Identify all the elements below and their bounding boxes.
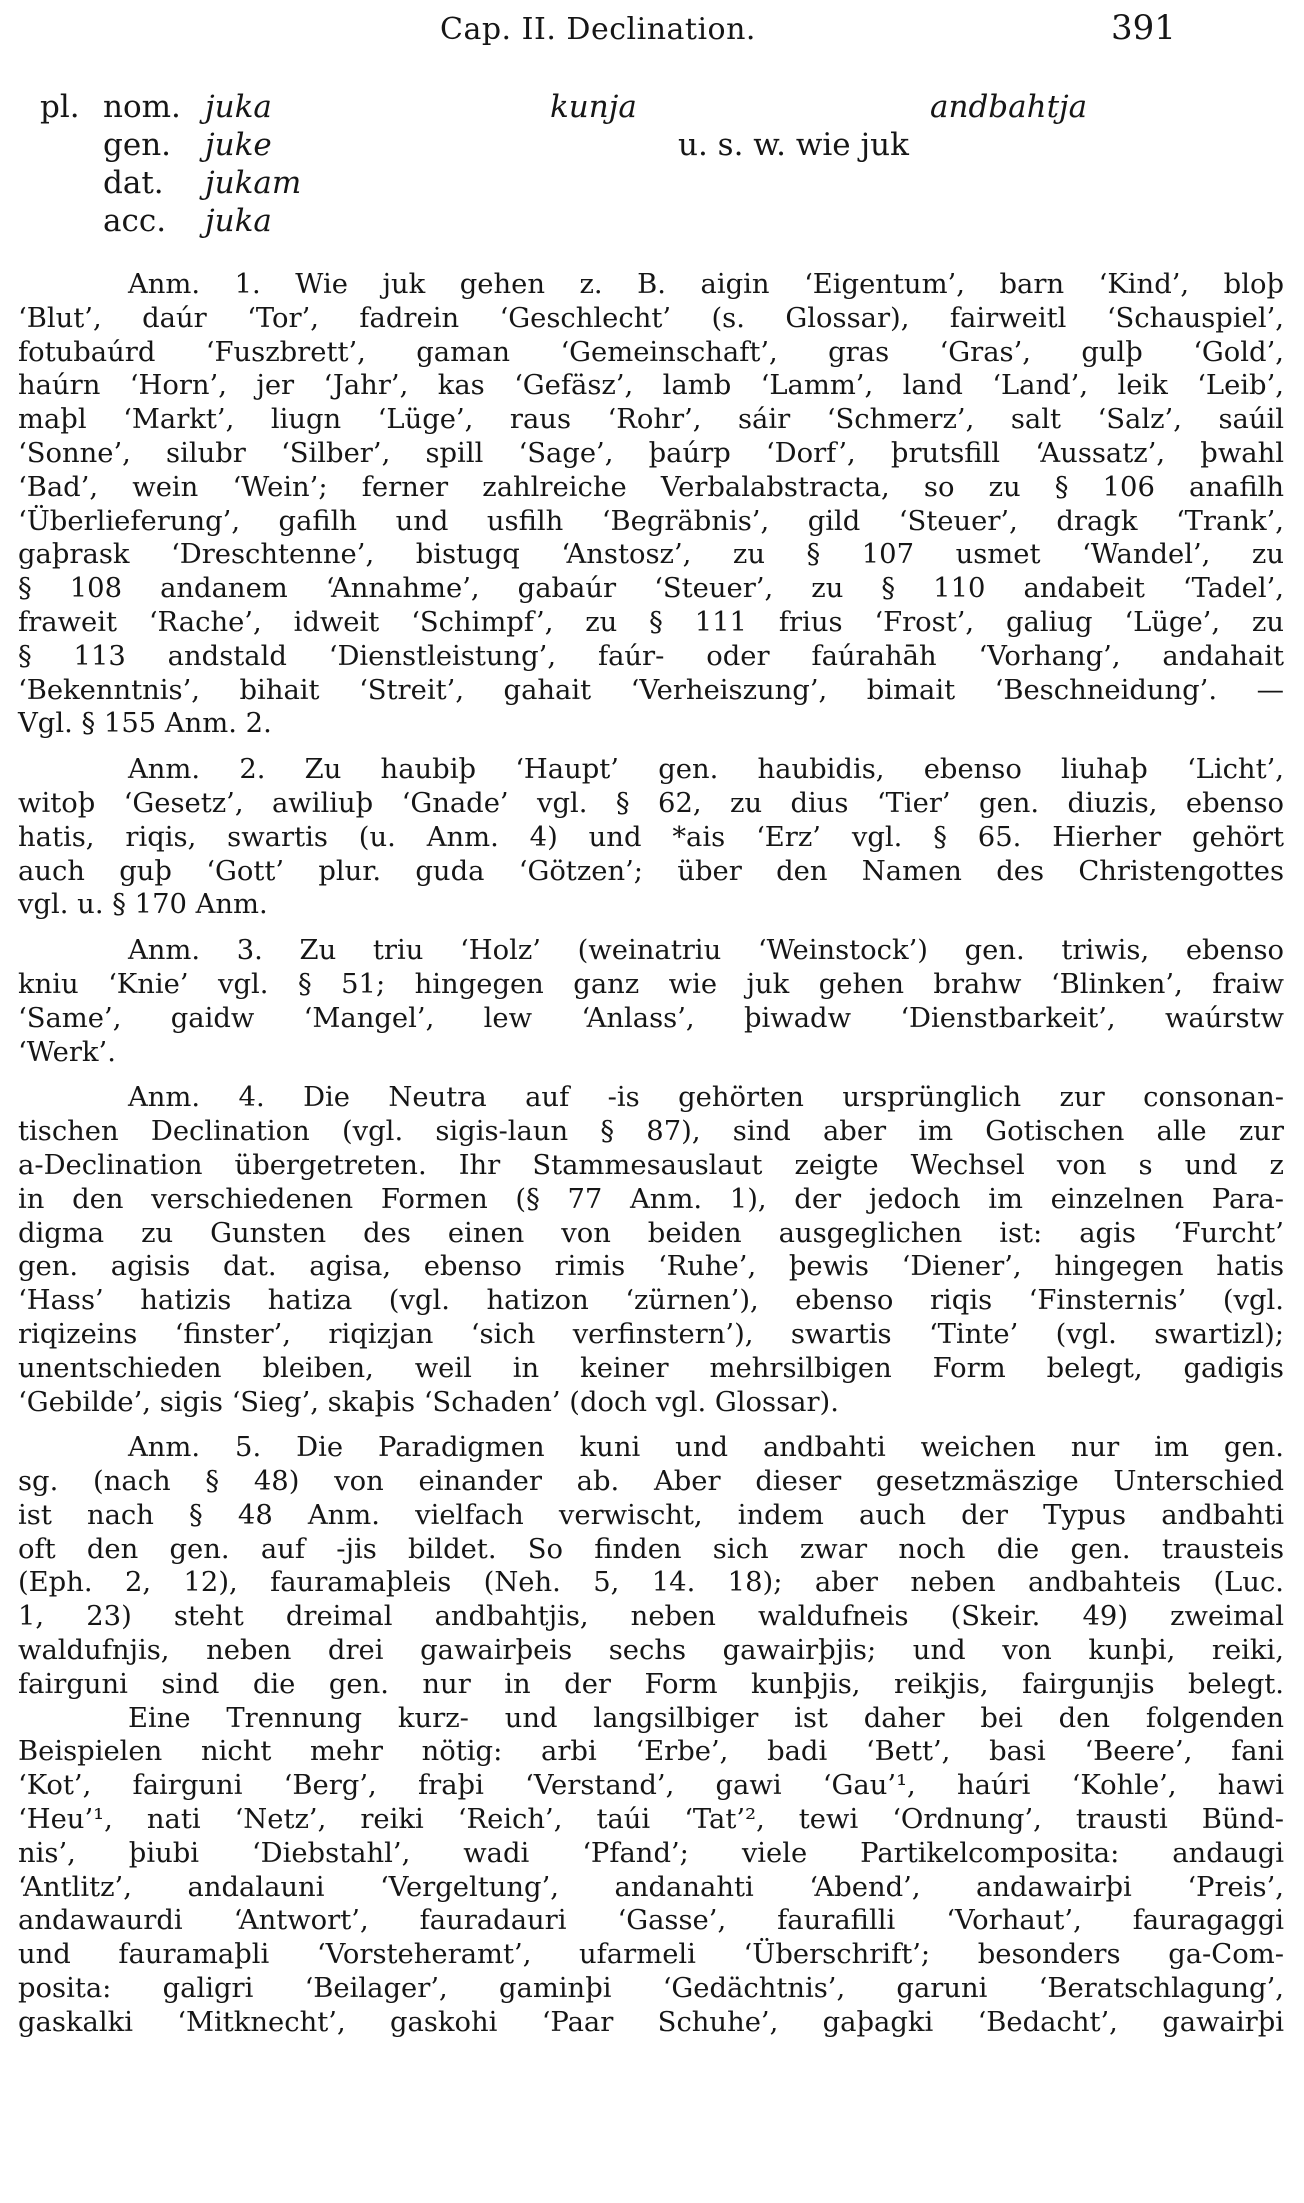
text-line: waldufnjis, neben drei gawairþeis sechs gawairþjis; und von kunþi, reiki, [18, 1635, 1284, 1667]
text-line: fraweit ‘Rache’, idweit ‘Schimpf’, zu § 111 frius ‘Frost’, galiug ‘Lüge’, zu [18, 606, 1284, 638]
running-head [0, 8, 1304, 58]
text-line: ‘Bad’, wein ‘Wein’; ferner zahlreiche Verbalabstracta, so zu § 106 anafilh [18, 471, 1284, 503]
text-line: Anm. 4. Die Neutra auf -is gehörten ursprünglich zur consonan- [128, 1082, 1284, 1114]
paradigm-case: gen. [103, 127, 172, 163]
note-anm-2 [18, 753, 1284, 922]
chapter-title: Cap. II. Declination. [440, 12, 756, 47]
text-line: fotubaúrd ‘Fuszbrett’, gaman ‘Gemeinschaft’, gras ‘Gras’, gulþ ‘Gold’, [18, 336, 1284, 368]
text-line: tischen Declination (vgl. sigis-laun § 87), sind aber im Gotischen alle zur [18, 1116, 1284, 1148]
paradigm-table [40, 88, 1270, 258]
text-line: Anm. 3. Zu triu ‘Holz’ (weinatriu ‘Weinstock’) gen. triwis, ebenso [128, 935, 1284, 967]
paradigm-case: nom. [103, 89, 181, 125]
note-anm-1 [18, 268, 1284, 741]
text-line: ‘Bekenntnis’, bihait ‘Streit’, gahait ‘Verheiszung’, bimait ‘Beschneidung’. — [18, 674, 1284, 706]
text-line: Vgl. § 155 Anm. 2. [18, 708, 272, 740]
text-line: ‘Hass’ hatizis hatiza (vgl. hatizon ‘zürnen’), ebenso riqis ‘Finsternis’ (vgl. [18, 1285, 1284, 1317]
text-line: vgl. u. § 170 Anm. [18, 889, 268, 921]
paradigm-row [40, 202, 1270, 240]
text-line: § 113 andstald ‘Dienstleistung’, faúr- oder faúrahāh ‘Vorhang’, andahait [18, 640, 1284, 672]
paradigm-form-juk: jukam [205, 165, 302, 201]
text-line: ‘Gebilde’, sigis ‘Sieg’, skaþis ‘Schaden’ (doch vgl. Glossar). [18, 1386, 839, 1418]
text-line: gen. agisis dat. agisa, ebenso rimis ‘Ruhe’, þewis ‘Diener’, hingegen hatis [18, 1251, 1284, 1283]
text-line: maþl ‘Markt’, liugn ‘Lüge’, raus ‘Rohr’, sáir ‘Schmerz’, salt ‘Salz’, saúil [18, 404, 1284, 436]
text-line: hatis, riqis, swartis (u. Anm. 4) und *ais ‘Erz’ vgl. § 65. Hierher gehört [18, 821, 1284, 853]
note-anm-4 [18, 1081, 1284, 1419]
text-line: oft den gen. auf -jis bildet. So finden sich zwar noch die gen. trausteis [18, 1533, 1284, 1565]
text-line: in den verschiedenen Formen (§ 77 Anm. 1), der jedoch im einzelnen Para- [18, 1183, 1284, 1215]
text-line: fairguni sind die gen. nur in der Form kunþjis, reikjis, fairgunjis belegt. [18, 1668, 1284, 1700]
notes-body [18, 268, 1284, 2052]
page-number: 391 [1111, 8, 1176, 48]
text-line: Eine Trennung kurz- und langsilbiger ist daher bei den folgenden [128, 1702, 1284, 1734]
text-line: andawaurdi ‘Antwort’, fauradauri ‘Gasse’, faurafilli ‘Vorhaut’, fauragaggi [18, 1905, 1284, 1937]
text-line: (Eph. 2, 12), fauramaþleis (Neh. 5, 14. 18); aber neben andbahteis (Luc. [18, 1567, 1284, 1599]
paradigm-form-juk: juke [205, 127, 272, 163]
text-line: unentschieden bleiben, weil in keiner mehrsilbigen Form belegt, gadigis [18, 1352, 1284, 1384]
text-line: ‘Sonne’, silubr ‘Silber’, spill ‘Sage’, þaúrp ‘Dorf’, þrutsfill ‘Aussatz’, þwahl [18, 437, 1284, 469]
text-line: ‘Same’, gaidw ‘Mangel’, lew ‘Anlass’, þiwadw ‘Dienstbarkeit’, waúrstw [18, 1002, 1284, 1034]
text-line: a-Declination übergetreten. Ihr Stammesauslaut zeigte Wechsel von s und z [18, 1149, 1284, 1181]
text-line: riqizeins ‘finster’, riqizjan ‘sich verfinstern’), swartis ‘Tinte’ (vgl. swartizl); [18, 1318, 1284, 1350]
text-line: kniu ‘Knie’ vgl. § 51; hingegen ganz wie juk gehen brahw ‘Blinken’, fraiw [18, 968, 1284, 1000]
text-line: ‘Heu’¹, nati ‘Netz’, reiki ‘Reich’, taúi ‘Tat’², tewi ‘Ordnung’, trausti Bünd- [18, 1804, 1284, 1836]
paradigm-row [40, 164, 1270, 202]
paradigm-form-kuni: kunja [550, 89, 637, 125]
paradigm-note: u. s. w. wie juk [678, 127, 909, 163]
paradigm-number: pl. [40, 89, 80, 125]
paradigm-form-juk: juka [205, 203, 272, 239]
paradigm-case: dat. [103, 165, 164, 201]
text-line: Beispielen nicht mehr nötig: arbi ‘Erbe’, badi ‘Bett’, basi ‘Beere’, fani [18, 1736, 1284, 1768]
text-line: ‘Blut’, daúr ‘Tor’, fadrein ‘Geschlecht’ (s. Glossar), fairweitl ‘Schauspiel’, [18, 302, 1284, 334]
note-anm-3 [18, 934, 1284, 1069]
text-line: § 108 andanem ‘Annahme’, gabaúr ‘Steuer’, zu § 110 andabeit ‘Tadel’, [18, 573, 1284, 605]
paradigm-row [40, 88, 1270, 126]
text-line: gaskalki ‘Mitknecht’, gaskohi ‘Paar Schuhe’, gaþagki ‘Bedacht’, gawairþi [18, 2006, 1284, 2038]
text-line: ist nach § 48 Anm. vielfach verwischt, indem auch der Typus andbahti [18, 1499, 1284, 1531]
text-line: auch guþ ‘Gott’ plur. guda ‘Götzen’; über den Namen des Christengottes [18, 855, 1284, 887]
text-line: Anm. 5. Die Paradigmen kuni und andbahti weichen nur im gen. [128, 1432, 1284, 1464]
text-line: ‘Kot’, fairguni ‘Berg’, fraþi ‘Verstand’, gawi ‘Gau’¹, haúri ‘Kohle’, hawi [18, 1770, 1284, 1802]
text-line: ‘Antlitz’, andalauni ‘Vergeltung’, andanahti ‘Abend’, andawairþi ‘Preis’, [18, 1871, 1284, 1903]
text-line: 1, 23) steht dreimal andbahtjis, neben waldufneis (Skeir. 49) zweimal [18, 1601, 1284, 1633]
text-line: haúrn ‘Horn’, jer ‘Jahr’, kas ‘Gefäsz’, lamb ‘Lamm’, land ‘Land’, leik ‘Leib’, [18, 370, 1284, 402]
text-line: witoþ ‘Gesetz’, awiliuþ ‘Gnade’ vgl. § 62, zu dius ‘Tier’ gen. diuzis, ebenso [18, 787, 1284, 819]
text-line: ‘Werk’. [18, 1036, 116, 1068]
text-line: ‘Überlieferung’, gafilh und usfilh ‘Begräbnis’, gild ‘Steuer’, dragk ‘Trank’, [18, 505, 1284, 537]
text-line: digma zu Gunsten des einen von beiden ausgeglichen ist: agis ‘Furcht’ [18, 1217, 1284, 1249]
text-line: und fauramaþli ‘Vorsteheramt’, ufarmeli ‘Überschrift’; besonders ga-Com- [18, 1939, 1284, 1971]
text-line: sg. (nach § 48) von einander ab. Aber dieser gesetzmäszige Unterschied [18, 1466, 1284, 1498]
text-line: gaþrask ‘Dreschtenne’, bistugq ‘Anstosz’, zu § 107 usmet ‘Wandel’, zu [18, 539, 1284, 571]
paradigm-form-juk: juka [205, 89, 272, 125]
paradigm-case: acc. [103, 203, 167, 239]
text-line: Anm. 2. Zu haubiþ ‘Haupt’ gen. haubidis, ebenso liuhaþ ‘Licht’, [128, 754, 1284, 786]
text-line: posita: galigri ‘Beilager’, gaminþi ‘Gedächtnis’, garuni ‘Beratschlagung’, [18, 1973, 1284, 2005]
text-line: Anm. 1. Wie juk gehen z. B. aigin ‘Eigentum’, barn ‘Kind’, bloþ [128, 269, 1284, 300]
paradigm-row [40, 126, 1270, 164]
text-line: nis’, þiubi ‘Diebstahl’, wadi ‘Pfand’; viele Partikelcomposita: andaugi [18, 1837, 1284, 1869]
paradigm-form-andbahti: andbahtja [930, 89, 1088, 125]
note-anm-5 [18, 1431, 1284, 2039]
